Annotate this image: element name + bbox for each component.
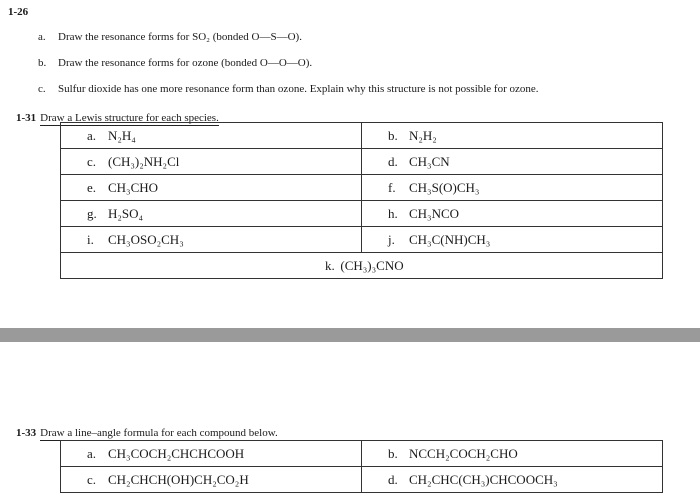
item-text: Draw the resonance forms for ozone (bonded O—O—O).	[58, 57, 313, 69]
table-cell: i. CH₃OSO₂CH₃	[61, 227, 362, 253]
problem-prompt: Draw a line–angle formula for each compound below.	[40, 427, 278, 439]
table-cell: c. CH₂CHCH(OH)CH₂CO₂H	[61, 467, 362, 493]
table-cell: k. (CH₃)₃CNO	[61, 253, 663, 279]
line-angle-table	[60, 440, 663, 493]
problem-prompt: Draw a Lewis structure for each species.	[40, 112, 219, 124]
table-cell: b. NCCH₂COCH₂CHO	[362, 441, 663, 467]
table-row	[61, 123, 663, 149]
table-row	[61, 441, 663, 467]
problem-number-1-33: 1-33	[16, 427, 37, 439]
table-cell: a. N₂H₄	[61, 123, 362, 149]
page-separator-band	[0, 328, 700, 342]
item-letter: b.	[38, 57, 47, 69]
problem-1-33-header	[16, 423, 278, 441]
table-cell: b. N₂H₂	[362, 123, 663, 149]
table-cell: e. CH₃CHO	[61, 175, 362, 201]
table-row	[61, 149, 663, 175]
problem-number-1-31: 1-31	[16, 112, 37, 124]
table-cell: c. (CH₃)₂NH₂Cl	[61, 149, 362, 175]
lewis-structure-table	[60, 122, 663, 279]
table-row	[61, 253, 663, 279]
item-text: Draw the resonance forms for SO₂ (bonded O—S—O).	[58, 31, 302, 43]
item-text: Sulfur dioxide has one more resonance form than ozone. Explain why this structure is not possible for ozone.	[58, 83, 539, 95]
table-row	[61, 227, 663, 253]
table-cell: d. CH₂CHC(CH₃)CHCOOCH₃	[362, 467, 663, 493]
table-cell: h. CH₃NCO	[362, 201, 663, 227]
table-cell: g. H₂SO₄	[61, 201, 362, 227]
problem-1-26-item-c	[38, 83, 539, 95]
problem-1-26-item-b	[38, 57, 312, 69]
table-cell: d. CH₃CN	[362, 149, 663, 175]
table-row	[61, 467, 663, 493]
item-letter: c.	[38, 83, 46, 95]
table-row	[61, 175, 663, 201]
table-cell: f. CH₃S(O)CH₃	[362, 175, 663, 201]
problem-number-1-26: 1-26	[8, 6, 29, 18]
item-letter: a.	[38, 31, 46, 43]
problem-1-26-item-a	[38, 31, 302, 43]
table-row	[61, 201, 663, 227]
table-cell: j. CH₃C(NH)CH₃	[362, 227, 663, 253]
table-cell: a. CH₃COCH₂CHCHCOOH	[61, 441, 362, 467]
